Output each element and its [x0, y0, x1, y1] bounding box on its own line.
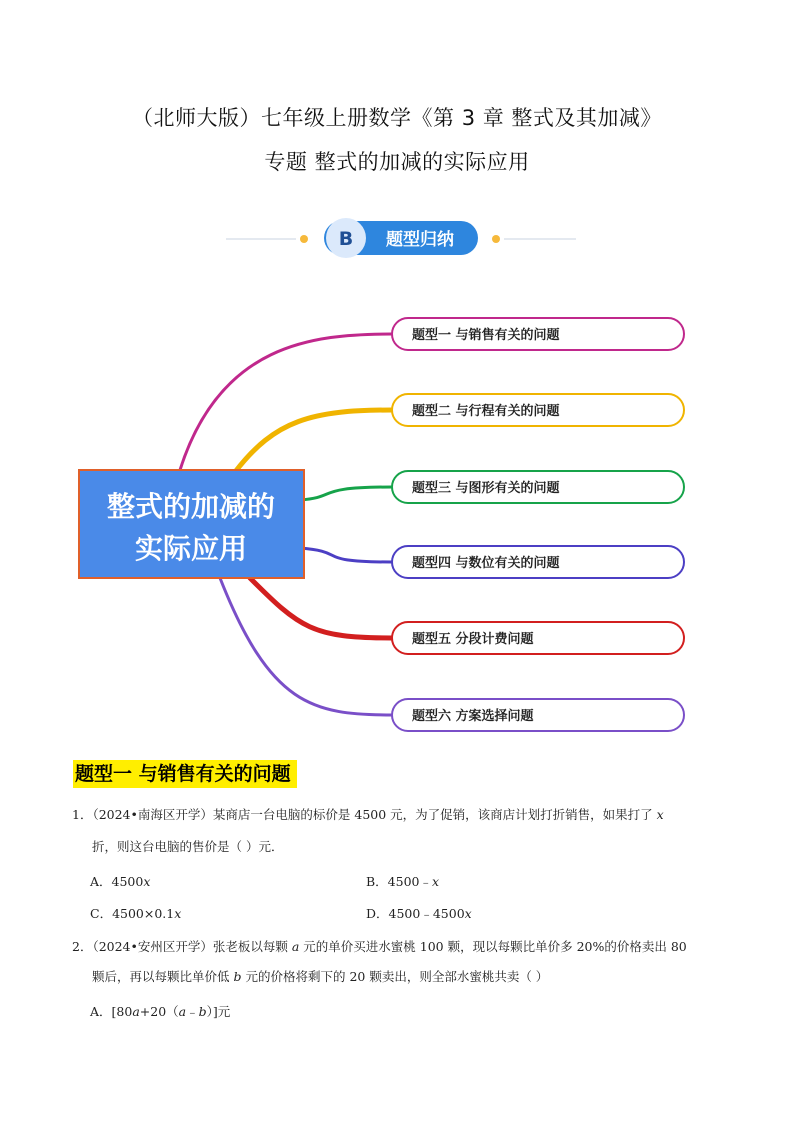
tag-right-dot: [492, 235, 500, 243]
tag-letter: B: [338, 228, 354, 250]
branch-connector-5: [250, 578, 392, 638]
mind-map: [0, 300, 794, 740]
center-node-line2: 实际应用: [134, 532, 248, 565]
branch-connector-1: [180, 334, 392, 470]
branch-label-2: 题型二 与行程有关的问题: [412, 404, 560, 419]
question-1-option-b: B．4500﹣x: [366, 874, 440, 889]
question-2-line1: 2．（2024•安州区开学）张老板以每颗 a 元的单价买进水蜜桃 100 颗，现以每颗比单价多 20%的价格卖出 80: [72, 939, 687, 954]
tag-label: 题型归纳: [386, 230, 454, 250]
branch-label-4: 题型四 与数位有关的问题: [412, 556, 560, 571]
branch-connector-6: [220, 578, 392, 715]
branch-connector-4: [300, 548, 392, 562]
question-1-line1: 1．（2024•南海区开学）某商店一台电脑的标价是 4500 元，为了促销，该商店计划打折销售，如果打了 x: [72, 807, 664, 822]
document-subtitle: 专题 整式的加减的实际应用: [264, 150, 530, 174]
section-tag: [226, 218, 576, 262]
center-node-line1: 整式的加减的: [106, 490, 276, 523]
branch-label-1: 题型一 与销售有关的问题: [412, 328, 560, 343]
branch-label-6: 题型六 方案选择问题: [412, 709, 534, 724]
question-2-line2: 颗后，再以每颗比单价低 b 元的价格将剩下的 20 颗卖出，则全部水蜜桃共卖（ ）: [92, 969, 549, 984]
tag-left-dot: [300, 235, 308, 243]
branch-connector-2: [235, 410, 392, 472]
section-heading: 题型一 与销售有关的问题: [73, 760, 297, 788]
question-2-option-a: A．[80a+20（a﹣b）]元: [90, 1004, 231, 1019]
question-1-option-c: C．4500×0.1x: [90, 906, 182, 921]
question-1-option-d: D．4500﹣4500x: [366, 906, 472, 921]
question-1-option-a: A．4500x: [90, 874, 151, 889]
branch-label-3: 题型三 与图形有关的问题: [412, 481, 560, 496]
document-title: （北师大版）七年级上册数学《第 3 章 整式及其加减》: [132, 106, 662, 130]
branch-connector-3: [300, 487, 392, 500]
question-1-line2: 折，则这台电脑的售价是（ ）元．: [92, 839, 284, 854]
branch-label-5: 题型五 分段计费问题: [412, 632, 534, 647]
